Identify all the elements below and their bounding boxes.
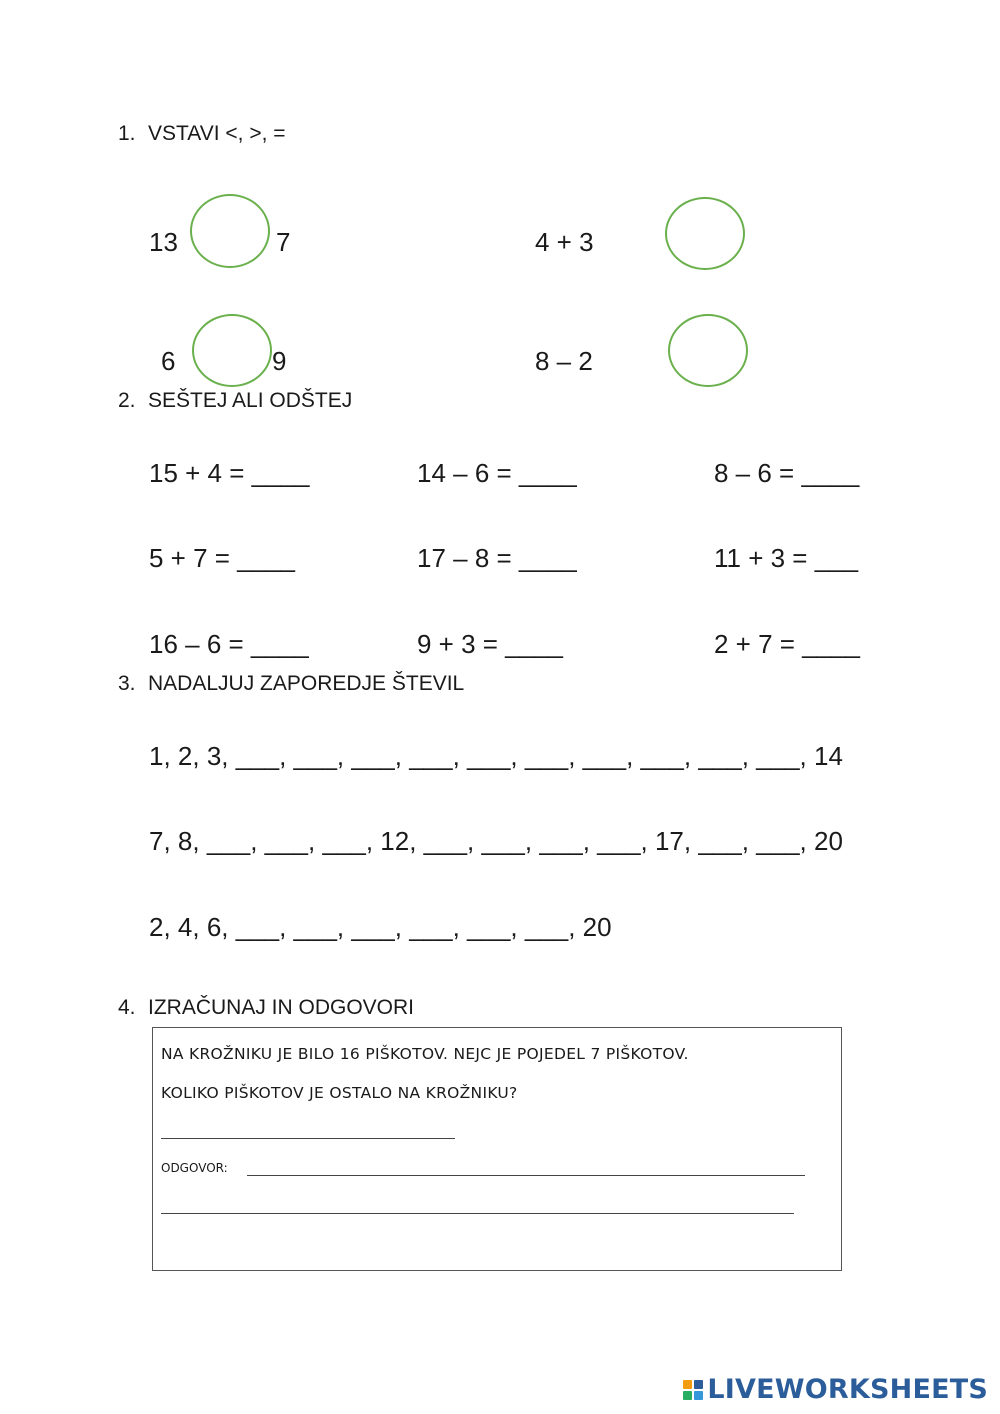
compare-left-4: 8 – 2	[535, 346, 593, 376]
logo-tile-icon	[683, 1391, 692, 1400]
compare-answer-circle-4[interactable]	[668, 314, 748, 387]
sequence-1[interactable]: 1, 2, 3, ___, ___, ___, ___, ___, ___, ___, ___, ___, ___, 14	[149, 741, 843, 771]
compare-right-3: 9	[272, 346, 287, 376]
answer-label: ODGOVOR:	[161, 1161, 228, 1175]
section-number: 3.	[118, 672, 136, 695]
equation-3[interactable]: 8 – 6 = ____	[714, 458, 860, 488]
section-number: 1.	[118, 122, 136, 145]
word-problem-line-1: NA KROŽNIKU JE BILO 16 PIŠKOTOV. NEJC JE POJEDEL 7 PIŠKOTOV.	[161, 1045, 689, 1063]
equation-9[interactable]: 2 + 7 = ____	[714, 629, 861, 659]
section-2-heading	[118, 389, 352, 413]
calculation-line[interactable]	[161, 1138, 455, 1139]
word-problem-box	[152, 1027, 842, 1271]
section-4-heading	[118, 996, 414, 1020]
section-title: SEŠTEJ ALI ODŠTEJ	[148, 389, 353, 412]
equation-7[interactable]: 16 – 6 = ____	[149, 629, 309, 659]
section-3-heading	[118, 672, 464, 696]
logo-tile-icon	[683, 1380, 692, 1389]
sequence-2[interactable]: 7, 8, ___, ___, ___, 12, ___, ___, ___, ___, 17, ___, ___, 20	[149, 826, 843, 856]
section-title: VSTAVI <, >, =	[148, 122, 286, 145]
equation-2[interactable]: 14 – 6 = ____	[417, 458, 577, 488]
section-1-heading	[118, 122, 286, 146]
logo-tiles-icon	[683, 1380, 703, 1400]
compare-answer-circle-2[interactable]	[665, 197, 745, 270]
compare-left-1: 13	[149, 227, 178, 257]
logo-tile-icon	[694, 1391, 703, 1400]
equation-1[interactable]: 15 + 4 = ____	[149, 458, 310, 488]
section-title: IZRAČUNAJ IN ODGOVORI	[148, 996, 415, 1019]
section-number: 4.	[118, 996, 136, 1019]
equation-8[interactable]: 9 + 3 = ____	[417, 629, 564, 659]
compare-left-3: 6	[161, 346, 176, 376]
sequence-3[interactable]: 2, 4, 6, ___, ___, ___, ___, ___, ___, 20	[149, 912, 612, 942]
compare-answer-circle-1[interactable]	[190, 194, 270, 268]
equation-5[interactable]: 17 – 8 = ____	[417, 543, 577, 573]
compare-left-2: 4 + 3	[535, 227, 594, 257]
logo-text: LIVEWORKSHEETS	[707, 1374, 988, 1405]
equation-6[interactable]: 11 + 3 = ___	[714, 543, 859, 573]
equation-4[interactable]: 5 + 7 = ____	[149, 543, 296, 573]
compare-right-1: 7	[276, 227, 291, 257]
liveworksheets-logo	[683, 1374, 988, 1405]
logo-tile-icon	[694, 1380, 703, 1389]
compare-answer-circle-3[interactable]	[192, 314, 272, 387]
section-title: NADALJUJ ZAPOREDJE ŠTEVIL	[148, 672, 465, 695]
answer-line[interactable]	[247, 1175, 805, 1176]
answer-line-2[interactable]	[161, 1213, 794, 1214]
word-problem-line-2: KOLIKO PIŠKOTOV JE OSTALO NA KROŽNIKU?	[161, 1084, 518, 1102]
section-number: 2.	[118, 389, 136, 412]
